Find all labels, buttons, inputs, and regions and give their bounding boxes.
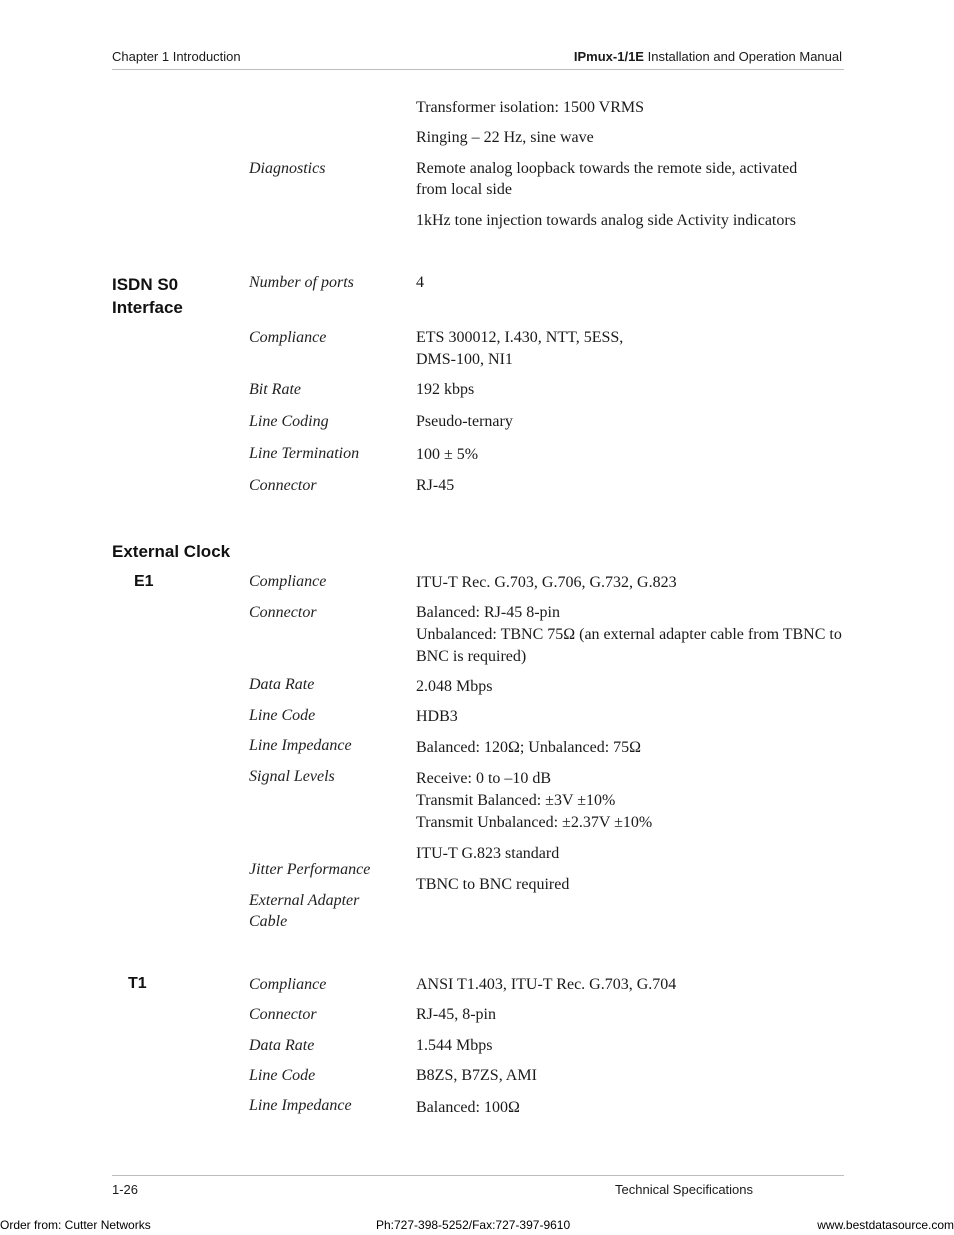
- subsection-title-e1: E1: [134, 573, 154, 590]
- spec-label: Jitter Performance: [249, 861, 371, 878]
- spec-value: Balanced: 120Ω; Unbalanced: 75Ω: [416, 739, 642, 756]
- running-header-title: [574, 49, 842, 64]
- spec-label: Bit Rate: [249, 381, 301, 398]
- spec-label: Line Impedance: [249, 737, 352, 754]
- spec-value: [416, 768, 846, 834]
- spec-value: HDB3: [416, 708, 458, 725]
- spec-value: [416, 327, 846, 371]
- spec-label: External Adapter Cable: [249, 892, 360, 930]
- spec-value: 192 kbps: [416, 381, 475, 398]
- spec-label: Line Termination: [249, 445, 360, 462]
- website-link[interactable]: www.bestdatasource.com: [817, 1218, 954, 1232]
- spec-label: Line Coding: [249, 413, 329, 430]
- subsection-title-t1: T1: [128, 975, 147, 992]
- section-title-isdn: [112, 273, 183, 319]
- spec-label: Compliance: [249, 329, 327, 346]
- spec-value: ITU-T G.823 standard: [416, 845, 560, 862]
- spec-label: Line Code: [249, 1067, 316, 1084]
- spec-label: Signal Levels: [249, 768, 335, 785]
- page-number: 1-26: [112, 1182, 139, 1197]
- spec-value: B8ZS, B7ZS, AMI: [416, 1067, 537, 1084]
- spec-label: Connector: [249, 604, 317, 621]
- section-title-line: ISDN S0: [112, 275, 179, 294]
- spec-value: Ringing – 22 Hz, sine wave: [416, 129, 594, 146]
- manual-product-name: IPmux-1/1E: [573, 49, 644, 64]
- running-header-chapter: Chapter 1 Introduction: [112, 49, 241, 64]
- header-rule: [112, 69, 844, 70]
- spec-label: Data Rate: [249, 676, 315, 693]
- spec-value-line: Balanced: RJ-45 8-pin: [416, 604, 560, 621]
- spec-value: 1kHz tone injection towards analog side Activity indicators: [416, 212, 796, 229]
- spec-value: TBNC to BNC required: [416, 876, 570, 893]
- spec-value-line: Transmit Balanced: ±3V ±10%: [416, 792, 616, 809]
- spec-value-line: Unbalanced: TBNC 75Ω (an external adapter cable from TBNC to BNC is required): [416, 626, 842, 665]
- spec-label: Compliance: [249, 573, 327, 590]
- spec-value: 4: [416, 274, 424, 291]
- spec-value-line: DMS-100, NI1: [416, 351, 513, 368]
- section-title-line: Interface: [112, 298, 183, 317]
- spec-value: Balanced: 100Ω: [416, 1099, 520, 1116]
- spec-label: Connector: [249, 477, 317, 494]
- spec-label-diagnostics: Diagnostics: [249, 160, 326, 177]
- spec-value: 2.048 Mbps: [416, 678, 493, 695]
- spec-value: 1.544 Mbps: [416, 1037, 493, 1054]
- spec-value: 100 ± 5%: [416, 446, 479, 463]
- spec-value: [416, 602, 846, 668]
- spec-value: Transformer isolation: 1500 VRMS: [416, 99, 645, 116]
- spec-value-line: Receive: 0 to –10 dB: [416, 770, 552, 787]
- spec-label: Line Code: [249, 707, 316, 724]
- phone-fax-text: Ph:727-398-5252/Fax:727-397-9610: [376, 1218, 571, 1232]
- manual-title-rest: Installation and Operation Manual: [643, 49, 842, 64]
- footer-section: Technical Specifications: [615, 1182, 754, 1197]
- spec-value: RJ-45: [416, 477, 455, 494]
- spec-label: Connector: [249, 1006, 317, 1023]
- spec-value: ITU-T Rec. G.703, G.706, G.732, G.823: [416, 574, 677, 591]
- spec-value: Remote analog loopback towards the remote side, activated from local side: [416, 160, 798, 198]
- order-from-text: Order from: Cutter Networks: [0, 1218, 151, 1232]
- spec-value-line: Transmit Unbalanced: ±2.37V ±10%: [416, 814, 653, 831]
- spec-value: ANSI T1.403, ITU-T Rec. G.703, G.704: [416, 976, 677, 993]
- spec-label: Number of ports: [249, 274, 354, 291]
- footer-rule: [112, 1175, 844, 1176]
- spec-value: RJ-45, 8-pin: [416, 1006, 496, 1023]
- spec-label: Line Impedance: [249, 1097, 352, 1114]
- spec-value-line: ETS 300012, I.430, NTT, 5ESS,: [416, 329, 624, 346]
- spec-value: Pseudo-ternary: [416, 413, 513, 430]
- spec-label: Compliance: [249, 976, 327, 993]
- spec-label: Data Rate: [249, 1037, 315, 1054]
- section-title-external-clock: External Clock: [112, 542, 231, 561]
